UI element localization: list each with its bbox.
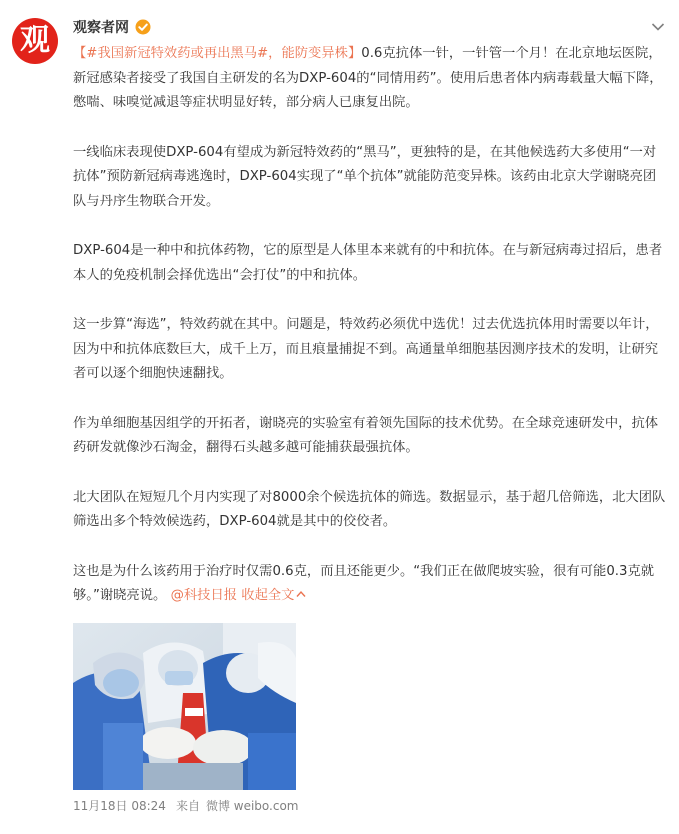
post-paragraph-7 (73, 560, 667, 609)
paragraph-text: 这也是为什么该药用于治疗时仅需0.6克，而且还能更少。“我们正在做爬坡实验，很有可能0.3克就够。”谢晓亮说。 (73, 563, 655, 603)
topic-title-rest: ，能防变异株 (268, 46, 348, 61)
post-paragraph-5: 作为单细胞基因组学的开拓者，谢晓亮的实验室有着领先国际的技术优势。在全球竞速研发中，抗体药研发就像沙石淘金，翻得石头越多越可能捕获最强抗体。 (73, 415, 659, 455)
post-content (73, 42, 667, 634)
topic-bracket-close: 】 (347, 46, 362, 61)
paragraph-text: 0.6克抗体一针，一针管一个月！在北京地坛医院，新冠感染者接受了我国自主研发的名为DXP-604的“同情用药”。使用后患者体内病毒载量大幅下降，憋喘、味嗅觉减退等症状明显好转，部分病人已康复出院。 (73, 46, 663, 110)
collapse-full-text-link[interactable] (241, 588, 306, 603)
topic-bracket-open: 【 (73, 46, 87, 61)
post-timestamp-link[interactable]: 11月18日 08:24 (73, 799, 166, 813)
source-label: 来自 (175, 799, 200, 813)
chevron-down-icon[interactable] (651, 22, 665, 32)
post-meta (73, 797, 299, 814)
post-paragraph-1 (73, 42, 667, 116)
verified-badge-icon (135, 19, 151, 35)
post-paragraph-6: 北大团队在短短几个月内实现了对8000余个候选抗体的筛选。数据显示，基于超几倍筛选，北大团队筛选出多个特效候选药，DXP-604就是其中的佼佼者。 (73, 489, 666, 529)
collapse-label: 收起全文 (241, 588, 295, 603)
post-header (73, 16, 151, 38)
topic-hashtag-link[interactable]: #我国新冠特效药或再出黑马# (86, 46, 269, 61)
source-link[interactable]: 微博 weibo.com (205, 799, 299, 813)
mention-link[interactable]: @科技日报 (170, 588, 238, 603)
post-paragraph-4: 这一步算“海选”，特效药就在其中。问题是，特效药必须优中选优！过去优选抗体用时需要以年计，因为中和抗体底数巨大，成千上万，而且痕量捕捉不到。高通量单细胞基因测序技术的发明，让研究者可以逐个细胞快速翻找。 (73, 317, 659, 381)
chevron-up-icon (296, 590, 306, 598)
username-link[interactable]: 观察者网 (73, 20, 129, 36)
avatar[interactable] (12, 18, 58, 64)
medical-staff-photo (73, 623, 296, 790)
post-paragraph-2: 一线临床表现使DXP-604有望成为新冠特效药的“黑马”，更独特的是，在其他候选药大多使用“一对抗体”预防新冠病毒逃逸时，DXP-604实现了“单个抗体”就能防范变异株。该药由北京大学谢晓亮团队与丹序生物联合开发。 (73, 144, 657, 209)
post-image-thumbnail[interactable] (73, 623, 296, 790)
avatar-logo-glyph: 观 (20, 23, 50, 58)
post-paragraph-3: DXP-604是一种中和抗体药物，它的原型是人体里本来就有的中和抗体。在与新冠病毒过招后，患者本人的免疫机制会择优选出“会打仗”的中和抗体。 (73, 243, 663, 283)
